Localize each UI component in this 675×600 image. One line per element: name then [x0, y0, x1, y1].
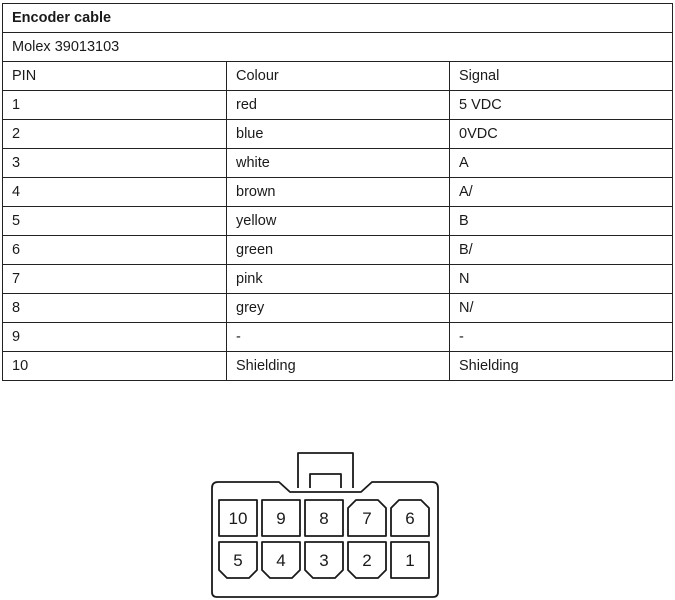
pin-label-8: 8 — [319, 509, 329, 528]
colour-cell: yellow — [227, 207, 450, 236]
colour-cell: red — [227, 91, 450, 120]
part-number: Molex 39013103 — [3, 33, 673, 62]
signal-cell: 5 VDC — [450, 91, 673, 120]
header-colour: Colour — [227, 62, 450, 91]
table-title: Encoder cable — [3, 4, 673, 33]
signal-cell: B/ — [450, 236, 673, 265]
signal-cell: - — [450, 323, 673, 352]
pin-cell: 1 — [3, 91, 227, 120]
pin-cell: 7 — [3, 265, 227, 294]
pin-cell: 10 — [3, 352, 227, 381]
signal-cell: N — [450, 265, 673, 294]
pin-cell: 4 — [3, 178, 227, 207]
pin-cell: 8 — [3, 294, 227, 323]
colour-cell: - — [227, 323, 450, 352]
header-pin: PIN — [3, 62, 227, 91]
signal-cell: B — [450, 207, 673, 236]
header-signal: Signal — [450, 62, 673, 91]
colour-cell: green — [227, 236, 450, 265]
pin-label-3: 3 — [319, 551, 329, 570]
colour-cell: blue — [227, 120, 450, 149]
pin-cell: 6 — [3, 236, 227, 265]
colour-cell: white — [227, 149, 450, 178]
pin-label-10: 10 — [228, 509, 248, 528]
signal-cell: Shielding — [450, 352, 673, 381]
connector-latch — [298, 453, 353, 488]
pin-label-6: 6 — [405, 509, 415, 528]
pin-cell: 2 — [3, 120, 227, 149]
pin-label-4: 4 — [276, 551, 286, 570]
pin-label-9: 9 — [276, 509, 286, 528]
pin-cell: 3 — [3, 149, 227, 178]
signal-cell: 0VDC — [450, 120, 673, 149]
pin-label-2: 2 — [362, 551, 372, 570]
colour-cell: Shielding — [227, 352, 450, 381]
pin-label-1: 1 — [405, 551, 415, 570]
pin-cell: 5 — [3, 207, 227, 236]
pin-label-7: 7 — [362, 509, 372, 528]
pin-label-5: 5 — [233, 551, 243, 570]
colour-cell: brown — [227, 178, 450, 207]
signal-cell: A — [450, 149, 673, 178]
signal-cell: N/ — [450, 294, 673, 323]
signal-cell: A/ — [450, 178, 673, 207]
colour-cell: grey — [227, 294, 450, 323]
colour-cell: pink — [227, 265, 450, 294]
pin-cell: 9 — [3, 323, 227, 352]
connector-latch-inner — [310, 474, 341, 488]
